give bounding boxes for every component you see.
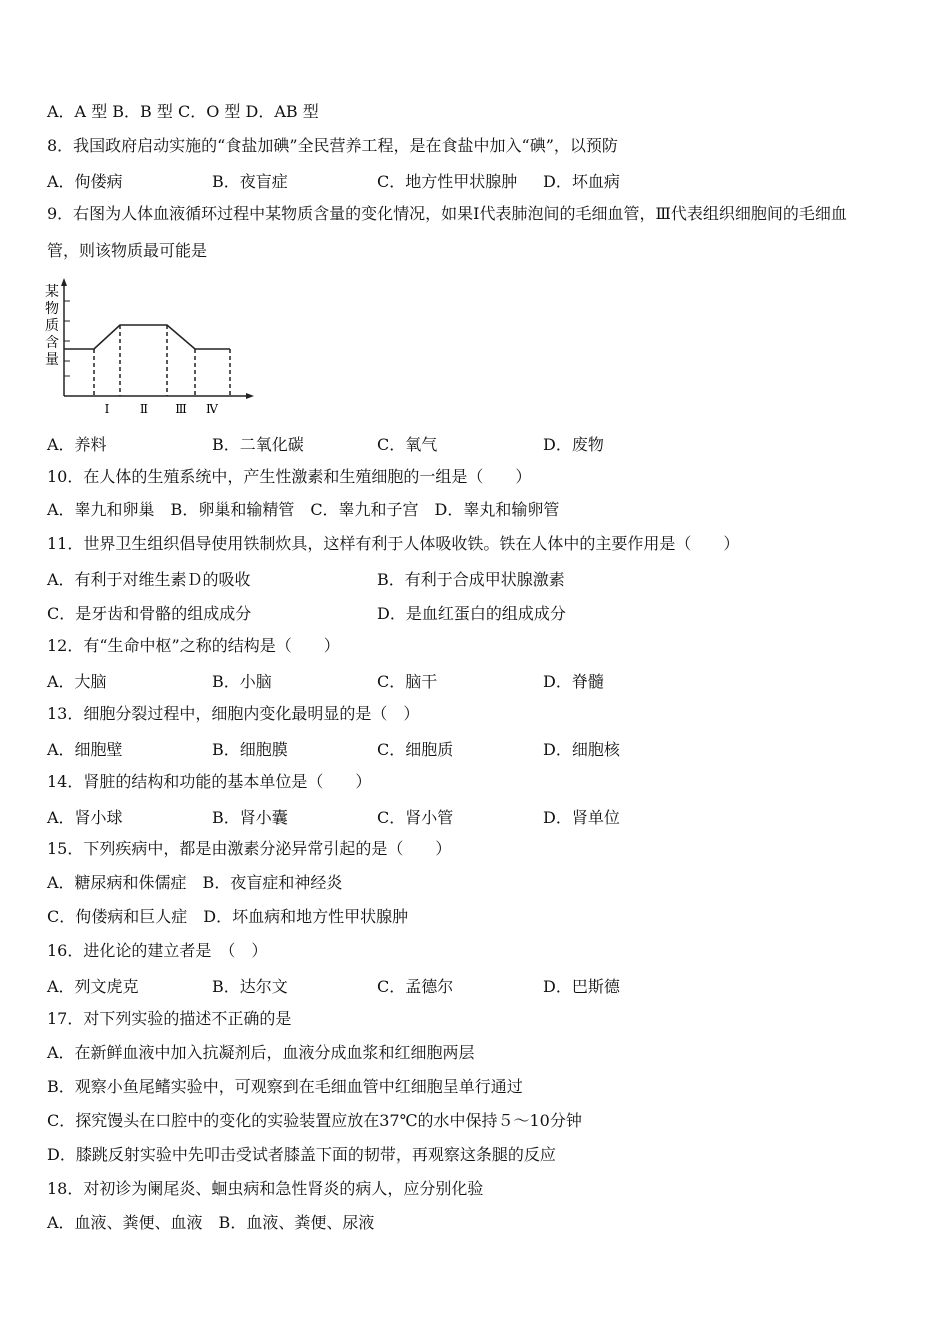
- y-axis-arrow: [61, 278, 67, 286]
- q11-options-row2: [0, 601, 950, 623]
- option: B．小脑: [212, 672, 272, 691]
- q11-stem: 11．世界卫生组织倡导使用铁制炊具，这样有利于人体吸收铁。铁在人体中的主要作用是（ ）: [47, 534, 740, 553]
- y-label-char: 物: [45, 301, 59, 317]
- q15-stem: 15．下列疾病中，都是由激素分泌异常引起的是（ ）: [47, 839, 452, 858]
- option: B．二氧化碳: [212, 435, 304, 454]
- q15-options-row2: C．佝偻病和巨人症 D．坏血病和地方性甲状腺肿: [47, 907, 409, 926]
- q9-stem-2: 管，则该物质最可能是: [47, 241, 208, 260]
- q13-stem: 13．细胞分裂过程中，细胞内变化最明显的是（ ）: [47, 704, 420, 723]
- option: D．废物: [543, 435, 604, 454]
- option: B．夜盲症: [212, 172, 288, 191]
- option: A．肾小球: [47, 808, 123, 827]
- q8-stem: 8．我国政府启动实施的“食盐加碘”全民营养工程，是在食盐中加入“碘”，以预防: [47, 136, 618, 155]
- option: A．大脑: [47, 672, 107, 691]
- q16-options: [0, 974, 950, 996]
- q17-option-c: C．探究馒头在口腔中的变化的实验装置应放在37℃的水中保持５～10分钟: [47, 1111, 582, 1130]
- q11-options-row1: [0, 567, 950, 589]
- q14-stem: 14．肾脏的结构和功能的基本单位是（ ）: [47, 772, 372, 791]
- option: D．是血红蛋白的组成成分: [377, 604, 566, 623]
- q15-options-row1: A．糖尿病和侏儒症 B．夜盲症和神经炎: [47, 873, 343, 892]
- q10-options: A．睾九和卵巢 B．卵巢和输精管 C．睾九和子宫 D．睾丸和输卵管: [47, 500, 560, 519]
- option: A．列文虎克: [47, 977, 139, 996]
- y-label-char: 含: [45, 335, 59, 351]
- option: D．肾单位: [543, 808, 620, 827]
- x-label: Ⅳ: [206, 402, 218, 416]
- y-label-char: 某: [45, 284, 59, 300]
- q17-option-a: A．在新鲜血液中加入抗凝剂后，血液分成血浆和红细胞两层: [47, 1043, 475, 1062]
- x-label: Ⅰ: [104, 402, 110, 416]
- option: B．细胞膜: [212, 740, 288, 759]
- option: A．养料: [47, 435, 107, 454]
- q12-options: [0, 669, 950, 691]
- q9-options: [0, 432, 950, 454]
- option: C．氧气: [377, 435, 438, 454]
- option: B．达尔文: [212, 977, 288, 996]
- option: C．肾小管: [377, 808, 454, 827]
- q14-options: [0, 805, 950, 827]
- option: D．巴斯德: [543, 977, 620, 996]
- option: C．孟德尔: [377, 977, 454, 996]
- q8-options: [0, 169, 950, 191]
- option: C．地方性甲状腺肿: [377, 172, 518, 191]
- q9-stem-1: 9．右图为人体血液循环过程中某物质含量的变化情况，如果Ⅰ代表肺泡间的毛细血管，Ⅲ代表组织细胞间的毛细血: [47, 204, 847, 223]
- x-axis-arrow: [246, 393, 254, 399]
- x-label: Ⅲ: [175, 402, 187, 416]
- q18-options: A．血液、粪便、血液 B．血液、粪便、尿液: [47, 1213, 375, 1232]
- q13-options: [0, 737, 950, 759]
- q17-stem: 17．对下列实验的描述不正确的是: [47, 1009, 292, 1028]
- option: D．坏血病: [543, 172, 620, 191]
- option: C．是牙齿和骨骼的组成成分: [47, 604, 252, 623]
- option: A．有利于对维生素Ｄ的吸收: [47, 570, 251, 589]
- y-label-char: 质: [45, 318, 59, 334]
- x-label: Ⅱ: [139, 402, 149, 416]
- option: C．细胞质: [377, 740, 454, 759]
- y-label-char: 量: [45, 352, 59, 368]
- q17-option-b: B．观察小鱼尾鳍实验中，可观察到在毛细血管中红细胞呈单行通过: [47, 1077, 523, 1096]
- option: A．细胞壁: [47, 740, 123, 759]
- option: D．脊髓: [543, 672, 604, 691]
- option: B．肾小囊: [212, 808, 288, 827]
- q18-stem: 18．对初诊为阑尾炎、蛔虫病和急性肾炎的病人，应分别化验: [47, 1179, 484, 1198]
- q17-option-d: D．膝跳反射实验中先叩击受试者膝盖下面的韧带，再观察这条腿的反应: [47, 1145, 556, 1164]
- option: D．细胞核: [543, 740, 620, 759]
- q7-options: A．A 型 B．B 型 C．O 型 D．AB 型: [47, 102, 319, 121]
- q12-stem: 12．有“生命中枢”之称的结构是（ ）: [47, 636, 340, 655]
- option: A．佝偻病: [47, 172, 123, 191]
- option: C．脑干: [377, 672, 438, 691]
- substance-level-graph: [40, 276, 260, 421]
- option: B．有利于合成甲状腺激素: [377, 570, 565, 589]
- level-curve: [64, 325, 230, 349]
- q10-stem: 10．在人体的生殖系统中，产生性激素和生殖细胞的一组是（ ）: [47, 467, 532, 486]
- q16-stem: 16．进化论的建立者是 （ ）: [47, 941, 268, 960]
